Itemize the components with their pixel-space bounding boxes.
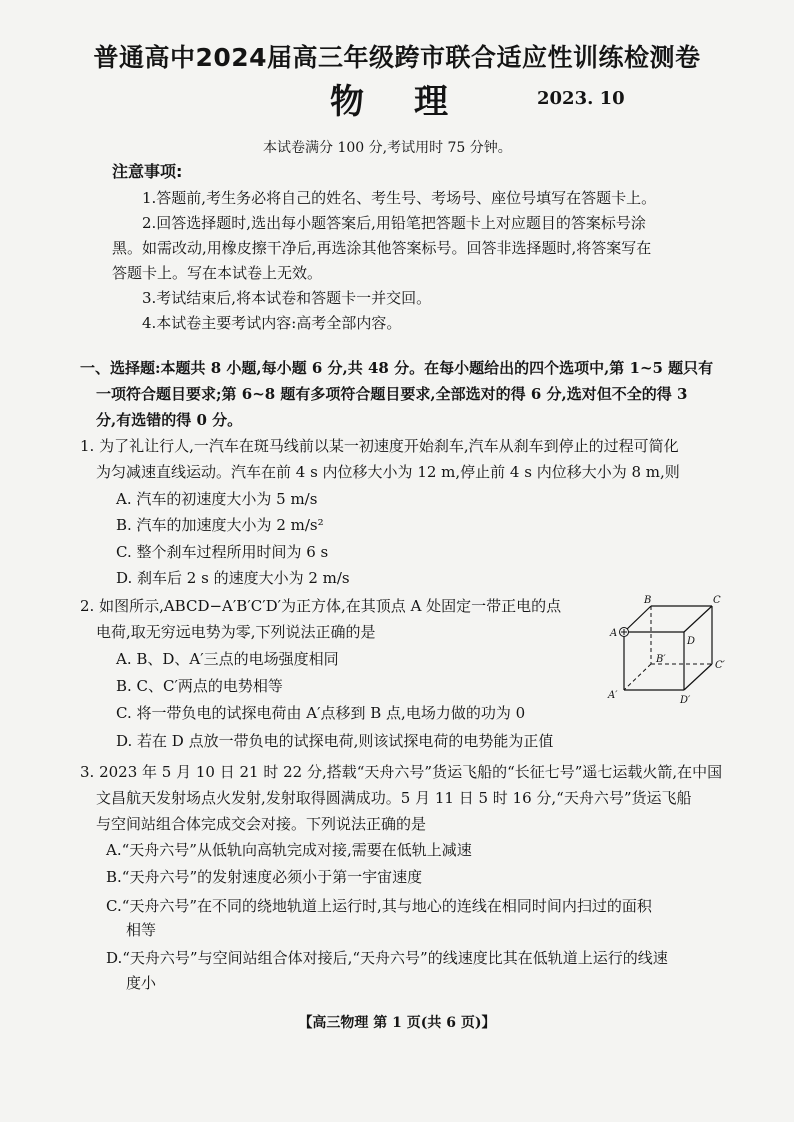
label-a-prime: A′ (608, 690, 618, 701)
question-3-stem: 文昌航天发射场点火发射,发射取得圆满成功。5 月 11 日 5 时 16 分,“天舟六号”货运飞船 (96, 789, 692, 807)
question-3-stem: 与空间站组合体完成交会对接。下列说法正确的是 (96, 815, 427, 833)
page-footer: 【高三物理 第 1 页(共 6 页)】 (298, 1015, 496, 1031)
question-1-option-d: D. 刹车后 2 s 的速度大小为 2 m/s (116, 569, 350, 587)
question-3-option-b: B.“天舟六号”的发射速度必须小于第一宇宙速度 (106, 868, 423, 886)
question-2-option-b: B. C、C′两点的电势相等 (116, 677, 283, 695)
section-instructions: 一、选择题:本题共 8 小题,每小题 6 分,共 48 分。在每小题给出的四个选项中,第 1~5 题只有 (80, 359, 714, 377)
question-3-option-d-cont: 度小 (126, 974, 157, 992)
label-d: D (687, 636, 696, 647)
note-line: 1.答题前,考生务必将自己的姓名、考生号、考场号、座位号填写在答题卡上。 (142, 189, 657, 207)
question-3-stem: 3. 2023 年 5 月 10 日 21 时 22 分,搭载“天舟六号”货运飞船的“长征七号”遥七运载火箭,在中国 (80, 763, 723, 781)
question-1-stem: 为匀减速直线运动。汽车在前 4 s 内位移大小为 12 m,停止前 4 s 内位移大小为 8 m,则 (96, 463, 680, 481)
exam-date: 2023. 10 (537, 88, 625, 109)
label-d-prime: D′ (680, 695, 691, 706)
question-1-stem: 1. 为了礼让行人,一汽车在斑马线前以某一初速度开始刹车,汽车从刹车到停止的过程可简化 (80, 437, 679, 455)
question-1-option-a: A. 汽车的初速度大小为 5 m/s (116, 490, 318, 508)
label-b-prime: B′ (656, 654, 666, 665)
label-a: A (610, 628, 618, 639)
cube-figure (606, 592, 736, 712)
question-3-option-a: A.“天舟六号”从低轨向高轨完成对接,需要在低轨上减速 (106, 841, 472, 859)
note-line: 2.回答选择题时,选出每小题答案后,用铅笔把答题卡上对应题目的答案标号涂 (142, 214, 646, 232)
exam-title: 普通高中2024届高三年级跨市联合适应性训练检测卷 (93, 43, 701, 72)
note-line: 3.考试结束后,将本试卷和答题卡一并交回。 (142, 289, 432, 307)
question-1-option-c: C. 整个刹车过程所用时间为 6 s (116, 543, 329, 561)
question-2-stem: 2. 如图所示,ABCD−A′B′C′D′为正方体,在其顶点 A 处固定一带正电的点 (80, 597, 562, 615)
question-2-option-d: D. 若在 D 点放一带负电的试探电荷,则该试探电荷的电势能为正值 (116, 732, 554, 750)
question-2-option-c: C. 将一带负电的试探电荷由 A′点移到 B 点,电场力做的功为 0 (116, 704, 526, 722)
question-2-stem: 电荷,取无穷远电势为零,下列说法正确的是 (96, 623, 376, 641)
note-line: 答题卡上。写在本试卷上无效。 (112, 264, 323, 282)
section-instructions: 分,有选错的得 0 分。 (96, 411, 243, 429)
label-b: B (644, 595, 652, 606)
note-line: 4.本试卷主要考试内容:高考全部内容。 (142, 314, 402, 332)
point-charge-icon (620, 628, 629, 637)
subject-title: 物理 (330, 82, 498, 122)
note-line: 黑。如需改动,用橡皮擦干净后,再选涂其他答案标号。回答非选择题时,将答案写在 (112, 239, 652, 257)
question-3-option-c: C.“天舟六号”在不同的绕地轨道上运行时,其与地心的连线在相同时间内扫过的面积 (106, 897, 652, 915)
label-c: C (713, 595, 721, 606)
section-instructions: 一项符合题目要求;第 6~8 题有多项符合题目要求,全部选对的得 6 分,选对但不全的得 3 (96, 385, 688, 403)
question-1-option-b: B. 汽车的加速度大小为 2 m/s² (116, 516, 324, 534)
exam-info: 本试卷满分 100 分,考试用时 75 分钟。 (263, 140, 512, 156)
question-3-option-d: D.“天舟六号”与空间站组合体对接后,“天舟六号”的线速度比其在低轨道上运行的线速 (106, 949, 668, 967)
question-3-option-c-cont: 相等 (126, 921, 157, 939)
label-c-prime: C′ (715, 660, 725, 671)
question-2-option-a: A. B、D、A′三点的电场强度相同 (116, 650, 339, 668)
notes-heading: 注意事项: (112, 162, 183, 181)
